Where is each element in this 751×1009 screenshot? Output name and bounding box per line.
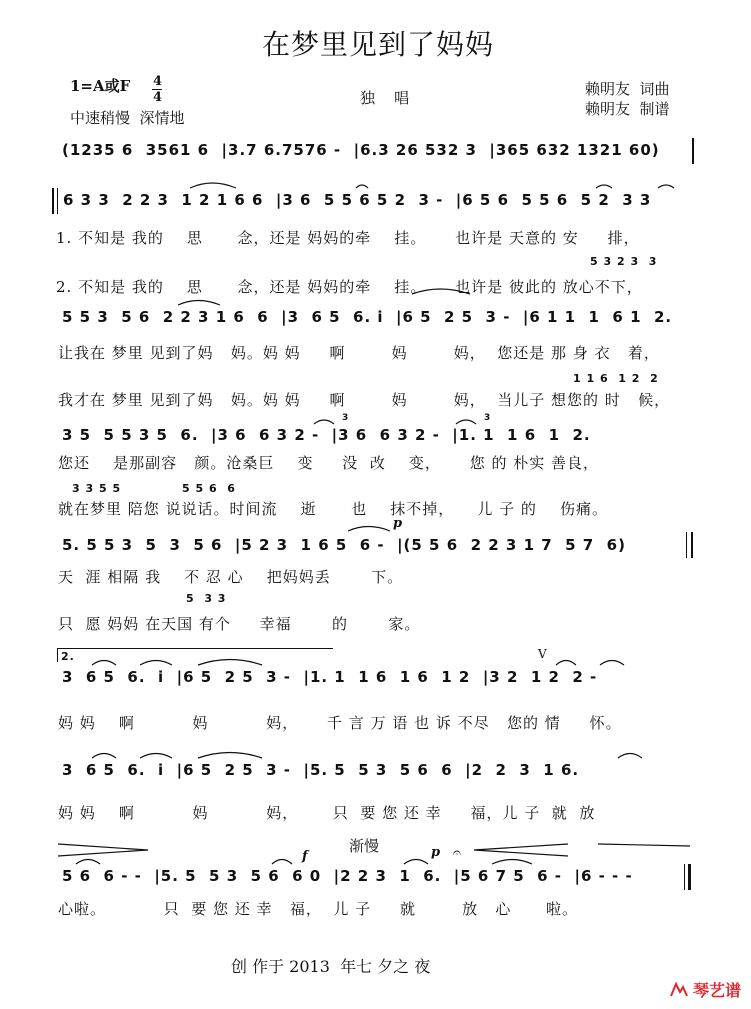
second-ending-label: 2.	[61, 650, 75, 663]
lyric-line-1: 1. 不知是 我的 思 念，还是 妈妈的牵 挂。 也许是 天意的 安 排，	[56, 229, 640, 247]
lyric-line-10: 妈 妈 啊 妈 妈， 只 要 您 还 幸 福，儿 子 就 放	[58, 804, 596, 822]
breath-mark: V	[538, 647, 547, 661]
grace-note-2: 3	[484, 413, 492, 423]
lyric-line-8: 只 愿 妈妈 在天国 有个 幸福 的 家。	[58, 615, 421, 633]
performance-mode: 独 唱	[360, 89, 410, 107]
lyric-line-11: 心啦。 只 要 您 还 幸 福， 儿 子 就 放 心 啦。	[58, 900, 579, 918]
staff-row-5: 5. 5 5 3 5 3 5 6 |5 2 3 1 6 5 6 - |(5 5 6 2 2 3 1 7 5 7 6)	[62, 536, 626, 554]
lyric-line-2: 2. 不知是 我的 思 念，还是 妈妈的牵 挂。 也许是 彼此的 放心不下，	[56, 278, 643, 296]
time-signature-top: 4	[153, 74, 163, 89]
staff-row-4: 3 5 5 5 3 5 6. |3 6 6 3 2 - |3 6 6 3 2 - |1. 1 1 6 1 2.	[62, 426, 591, 444]
dynamic-piano: p	[393, 516, 403, 531]
lyric-line-9: 妈 妈 啊 妈 妈， 千 言 万 语 也 诉 不尽 您的 情 怀。	[58, 714, 622, 732]
lyric-line-3: 让我在 梦里 见到了妈 妈。妈 妈 啊 妈 妈， 您还是 那 身 衣 着，	[58, 344, 660, 362]
staff-row-8: 5 6 6 - - |5. 5 5 3 5 6 6 0 |2 2 3 1 6. |5 6 7 5 6 - |6 - - -	[62, 867, 633, 885]
lyric-line-5: 您还 是那副容 颜。沧桑巨 变 没 改 变， 您 的 朴实 善良，	[58, 454, 600, 472]
small-notes-3: 3 3 5 5	[72, 482, 122, 495]
small-notes-4: 5 5 6 6	[182, 482, 236, 495]
lyric-line-4: 我才在 梦里 见到了妈 妈。妈 妈 啊 妈 妈， 当儿子 想您的 时 候，	[58, 391, 671, 409]
dynamic-piano-2: p	[431, 845, 441, 860]
time-signature-bottom: 4	[153, 90, 163, 105]
brand-name: 琴艺谱	[693, 981, 742, 1000]
staff-row-1: (1235 6 3561 6 |3.7 6.7576 - |6.3 26 532 3 |365 632 1321 60)	[62, 141, 660, 159]
small-notes-2: 1 1 6 1 2 2	[573, 372, 659, 385]
composition-note: 创 作于 2013 年七 夕之 夜	[231, 957, 431, 976]
lyric-line-7: 天 涯 相隔 我 不 忍 心 把妈妈丢 下。	[58, 568, 404, 586]
staff-row-2: 6 3 3 2 2 3 1 2 1 6 6 |3 6 5 5 6 5 2 3 - |6 5 6 5 5 6 5 2 3 3	[63, 191, 652, 209]
ritardando-marking: 渐慢	[349, 837, 380, 855]
grace-note-1: 3	[342, 413, 350, 423]
lyrics-music-credit: 赖明友 词曲	[585, 80, 670, 98]
small-notes-1: 5 3 2 3 3	[590, 255, 658, 268]
staff-row-6: 3 6 5 6. i |6 5 2 5 3 - |1. 1 1 6 1 6 1 2 |3 2 1 2 2 -	[62, 668, 598, 686]
lyric-line-6: 就在梦里 陪您 说说话。时间流 逝 也 抹不掉， 儿 子 的 伤痛。	[58, 500, 608, 518]
tempo-marking: 中速稍慢 深情地	[70, 109, 185, 127]
staff-row-7: 3 6 5 6. i |6 5 2 5 3 - |5. 5 5 3 5 6 6 |2 2 3 1 6.	[62, 761, 580, 779]
fermata: 𝄐	[453, 845, 461, 861]
key-signature: 1=A或F	[70, 77, 131, 95]
song-title: 在梦里见到了妈妈	[262, 28, 495, 61]
small-notes-5: 5 3 3	[186, 592, 227, 605]
dynamic-forte: f	[302, 849, 308, 864]
score-credit: 赖明友 制谱	[585, 100, 670, 118]
staff-row-3: 5 5 3 5 6 2 2 3 1 6 6 |3 6 5 6. i |6 5 2 5 3 - |6 1 1 1 6 1 2.	[62, 308, 673, 326]
